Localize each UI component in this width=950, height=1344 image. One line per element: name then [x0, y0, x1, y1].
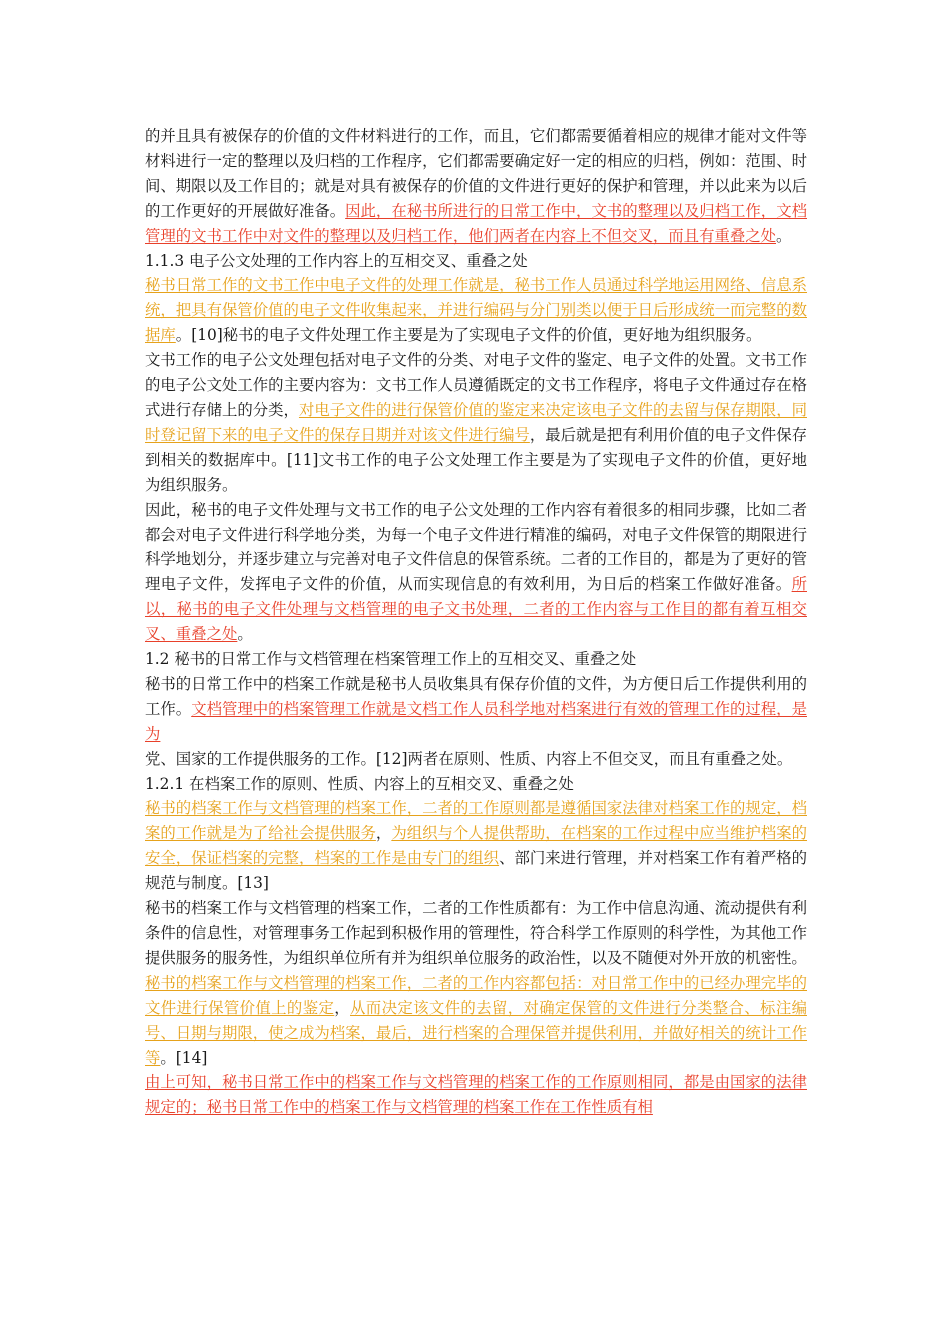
- text-segment: 的并且具有被保存的价值的文件材料进行的工作，而且，它们都需要循着相应的规律才能对文件等材料进行一定的整理以及归档的工作程序，它们都需要确定好一定的相应的归档，例如：范围、时间、期限以及工作目的；就是对具有被保存的价值的文件进行更好的保护和管理，并以此来为以后的工作更好的开展做好准备。: [145, 127, 807, 220]
- section-heading: [145, 772, 807, 797]
- highlighted-text-gold: 从而决定该文件的去留，对确定保管的文件进行分类整合、标注编号、日期与期限，使之成为档案，最后，进行档案的合理保管并提供利用，并做好相关的统计工作等: [145, 998, 807, 1067]
- body-paragraph: [145, 896, 807, 971]
- highlighted-text-gold: 秘书的档案工作与文档管理的档案工作，二者的工作原则都是遵循国家法律对档案工作的规定，档案的工作就是为了给社会提供服务: [145, 799, 807, 843]
- body-paragraph: [145, 971, 807, 1071]
- text-segment: 因此，秘书的电子文件处理与文书工作的电子公文处理的工作内容有着很多的相同步骤，比如二者都会对电子文件进行科学地分类，为每一个电子文件进行精准的编码，对电子文件保管的期限进行科学地划分，并逐步建立与完善对电子文件信息的保管系统。二者的工作目的，都是为了更好的管理电子文件，发挥电子文件的价值，从而实现信息的有效利用，为日后的档案工作做好准备。: [145, 500, 807, 594]
- highlighted-text-gold: 为组织与个人提供帮助，在档案的工作过程中应当维护档案的安全，保证档案的完整，档案的工作是由专门的组织: [145, 824, 807, 868]
- highlighted-text-gold: 对电子文件的进行保管价值的鉴定来决定该电子文件的去留与保存期限，同时登记留下来的电子文件的保存日期并对该文件进行编号: [145, 400, 807, 444]
- body-paragraph: [145, 796, 807, 896]
- text-segment: 、部门来进行管理，并对档案工作有着严格的规范与制度。[13]: [145, 849, 807, 893]
- text-segment: 秘书的日常工作中的档案工作就是秘书人员收集具有保存价值的文件，为方便日后工作提供利用的工作。: [145, 674, 807, 718]
- text-segment: ，: [334, 998, 351, 1017]
- highlighted-text-red: 由上可知，秘书日常工作中的档案工作与文档管理的档案工作的工作原则相同，都是由国家的法律规定的；秘书日常工作中的档案工作与文档管理的档案工作在工作性质有相: [145, 1073, 807, 1117]
- highlighted-text-gold: 秘书日常工作的文书工作中电子文件的处理工作就是，秘书工作人员通过科学地运用网络、信息系统，把具有保管价值的电子文件收集起来，并进行编码与分门别类以便于日后形成统一而完整的数据库: [145, 276, 807, 345]
- text-segment: ，最后就是把有利用价值的电子文件保存到相关的数据库中。[11]文书工作的电子公文处理工作主要是为了实现电子文件的价值，更好地为组织服务。: [145, 425, 807, 494]
- body-paragraph: [145, 498, 807, 647]
- body-paragraph: [145, 124, 807, 249]
- text-segment: 文书工作的电子公文处理包括对电子文件的分类、对电子文件的鉴定、电子文件的处置。文书工作的电子公文处工作的主要内容为：文书工作人员遵循既定的文书工作程序，将电子文件通过存在格式进行存储上的分类，: [145, 351, 807, 419]
- body-paragraph: [145, 273, 807, 348]
- text-segment: 1.2.1 在档案工作的原则、性质、内容上的互相交叉、重叠之处: [145, 774, 574, 793]
- text-segment: 。: [776, 226, 792, 245]
- highlighted-text-gold: 秘书的档案工作与文档管理的档案工作，二者的工作内容都包括：对日常工作中的已经办理完毕的文件进行保管价值上的鉴定: [145, 973, 807, 1017]
- text-segment: 1.1.3 电子公文处理的工作内容上的互相交叉、重叠之处: [145, 251, 528, 270]
- highlighted-text-red: 因此，在秘书所进行的日常工作中，文书的整理以及归档工作，文档管理的文书工作中对文件的整理以及归档工作，他们两者在内容上不但交叉，而且有重叠之处: [145, 201, 807, 245]
- body-paragraph: [145, 1070, 807, 1120]
- text-segment: 秘书的档案工作与文档管理的档案工作，二者的工作性质都有：为工作中信息沟通、流动提供有利条件的信息性，对管理事务工作起到积极作用的管理性，符合科学工作原则的科学性，为其他工作提供服务的服务性，为组织单位所有并为组织单位服务的政治性，以及不随便对外开放的机密性。: [145, 899, 807, 967]
- text-segment: 。[14]: [160, 1048, 208, 1067]
- body-paragraph: [145, 747, 807, 772]
- section-heading: [145, 647, 807, 672]
- body-paragraph: [145, 348, 807, 497]
- text-segment: 。[10]秘书的电子文件处理工作主要是为了实现电子文件的价值，更好地为组织服务。: [175, 326, 762, 345]
- document-body: [145, 124, 807, 1120]
- text-segment: 1.2 秘书的日常工作与文档管理在档案管理工作上的互相交叉、重叠之处: [145, 650, 637, 669]
- text-segment: 党、国家的工作提供服务的工作。[12]两者在原则、性质、内容上不但交叉，而且有重叠之处。: [145, 749, 793, 768]
- highlighted-text-red: 文档管理中的档案管理工作就是文档工作人员科学地对档案进行有效的管理工作的过程，是为: [145, 699, 807, 743]
- body-paragraph: [145, 672, 807, 747]
- text-segment: 。: [237, 625, 253, 644]
- section-heading: [145, 249, 807, 274]
- highlighted-text-red: 所以，秘书的电子文件处理与文档管理的电子文书处理，二者的工作内容与工作目的都有着互相交叉、重叠之处: [145, 575, 807, 644]
- text-segment: ，: [375, 824, 392, 843]
